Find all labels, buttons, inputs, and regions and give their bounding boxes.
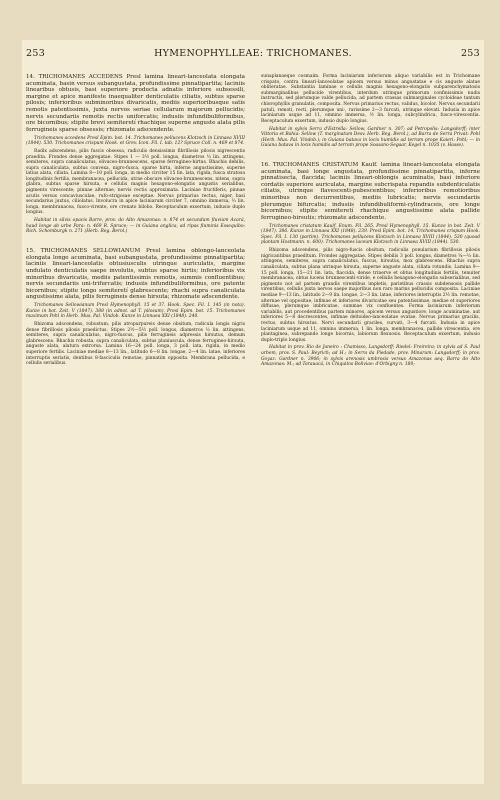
species-16-synonyms: Trichomanes cristatum Kaulf. Enum. Fil. 265. Presl Hymenophyll. 15. Kunze in bot. Zeit. V (1847). 386. Kunze in Linnaea XXI (1848). 239. Presl Epim. bot. 14. Trichomanes crispum Hook. Spec. Fil. I. 130 (partim). Trichomanes pellucens Klotzsch in Linnaea XVIII (1844). 530 (quoad plantam Hostmann. n. 600). Trichomanes laceum Klotzsch in Linnaea XVIII (1844). 530. [261, 223, 480, 246]
species-15-synonyms: Trichomanes Sellowianum Presl Hymenophyll. 15 et 37. Hook. Spec. Fil. I. 145 (in nota). Kunze in bot. Zeit. V (1847). 388 (in adnot. ad T. pilosum). Presl Epim. bot. 15. Trichomanes maximum Pohl in Herb. Mus. Pal. Vindob. Kunze in Linnaea XXI (1848). 240. [26, 303, 245, 320]
species-14-synonyms: Trichomanes accedens Presl Epim. bot. 14. Trichomanes pellucens Klotzsch in Linnaea XVIII (1844). 530. Trichomanes crispum Hook. et Grev. Icon. Fil. I. tab. 12? Spruce Coll. n. 469 et 874. [26, 135, 245, 147]
species-15-heading: 15. TRICHOMANES SELLOWIANUM Presl lamina oblongo-lanceolata elongata longe acuminata, basi subangustata, profundissime pinnatipartita; laciniis lineari-lanceolatis obtusiusculis utrinque auriculatis, margine undulato denticulatis saepe involutis, subtus sparse hirtis; inferioribus vix minoribus divaricatis, mediis patentissimis remotis, summis confluentibus; nervis secundariis uni-trifurcatis; indusiis infundibuliformibus, ore patente bicornibus; stipite longo semiteretí glabrescente; rhachi supra canaliculata angustissime alata, pilis ferrugineis dense hirsuta; rhizomate adscendente. [26, 248, 245, 301]
species-14-habitat: Habitat in silvis opacis Barre, prov. do Alto Amazonas: n. 874 et secundum fluvium Acará, haud longe ab urbe Para: n. 469 R. Spruce; — in Guiana anglica, ad ripas fluminis Essequibo: Rich. Schomburgk n. 271 (Herb. Reg. Berol.) [26, 218, 245, 235]
left-column [26, 74, 245, 369]
running-header [22, 48, 484, 62]
right-intro-habitat: Habitat in sylvis Serra d'Estrella: Sellow, Gardner n. 307; ad Petropolis: Langsdorff; inter Vittoria et Bahia: Sellow (T. marginatum Desv. Herb. Reg. Berol.), ad Barra de Serra Privat: Pohl (Herb. Mus. Pal. Vindob.); in Guiana batava in locis humidis ad terram prope Kaieri: Pohl; — in Guiana batava in locis humidis ad terram prope Soasano-Segaar, Kegel n. 1035 (v. Hasse). [261, 126, 480, 149]
right-intro-text: sunaplanaeque cosmaim. Forma laciniarum inferiorum aliquo variabilis est in Trichomane crispato, contra lineari-lanceolatae apicem versus minus angustatae e cis anguste alatae obliteratae. Substantia laminae e cellulis magnis hexagono-elongatis subparenchymatosis submarginalibus pellucide virentibus, interdum utrinque primorum confinissimis nudis instructis, sed plerumque valde pellucida, ad partem crassas submarginales cycloideae tantum chlorophyllis granulatis, composita. Nervus primarius rectus, validus, bicolor. Nervus secundarii patuli, remoti, recti, plerumque uni-, rarissime 2—3 furcati, utrinque elevati. Indusia in apice laciniarum usque ad 11, omnino immersa, ½ lin. longa, subcylindrica, fusco-virescentia. Receptaculum exsertum, indusio duplo longius. [261, 74, 480, 124]
book-page [22, 40, 484, 784]
section-spacer [261, 151, 480, 162]
section-spacer [26, 237, 245, 248]
running-title: HYMENOPHYLLEAE: TRICHOMANES. [154, 48, 352, 59]
page-number-left: 253 [26, 48, 46, 59]
species-14-heading: 14. TRICHOMANES ACCEDENS Presl lamina lineari-lanceolata elongata acuminata, basin versus subangustata, profundissime pinnatipartita; laciniis linearibus obtusis, basi superiore producta adnatis inferiore subsessili, margine et apice manifeste inaequaliter denticulatis ciliatis, subtus sparse pilosis; inferioribus subminoribus divaricatis, mediis superioribusque satis remotis patentissimis, juxta nervos seriae cellularum majorum pellucidis; nervis secundariis remotis rectis uniforcatis; indusiis infundibuliformibus, ore bicornibus; stipite brevi semiteretí rhachique superne anguste alata pilis ferrugineis sparse obsessis; rhizomate adscendente. [26, 74, 245, 133]
species-16-description: Rhizoma adscendens, pilis nigro-fuscis obsitum, radiculis ponularium fibrillosis pilosis nigricantibus praeditum. Frondes aggregatae. Stipes debilis 3 poll. longus, diametros ¼—⅓ lin. attingens, semiteres, supra canaliculatus, fuscus, hirsutus, mox glabrescens. Rhachis supra canaliculata, subtus plana utrinque hirsuta, superne anguste alata, ciliata rotundis. Lamina 9—15 poll. longa, 15—21 lin. lata, flaccida, dense trinerve et obtus longitudinis fertilis, tenuiter membranacea, obtus lucens brunnescenti-viride, e cellulis hexagono-elongatis subserialibus, sed pigmento not ad partem grandis virentibus impletis, parietibus crassis subdensosis pallide virentibus, cellulis juxta nervos saepe majoribus non raro marins pellucidis composita. Laciniae mediae 9—13 lin., latitudo 2—9 lin. longae, 2—3 lin. latae, inferiores interruptis 2½ lin. remotae, alternae vel oppositae, infimae et inferiores divaricatae seu patentissimae, mediae et superiores diffusae, plerumque imbricatae, summae vix confluentes. Forma laciniarum inferiorum variabilis, aut procedentibus partem minores, apicem versus angustiore, longe acuminatae, aut inferiores 5—8 decrescentes, infimae deltoideo-lanceolatae ovatae. Nervus primarius gracilis, rectus, subtus hirsutus. Nervi secundarii graciles, curvati, 3—4 furcati. Indusia in apice laciniarum usque ad 11, omnino immersa, 1 lin. longa, membranacea, pallide virescentia, ore plantaginea, subrepando longe bicornis, labiorum flexuosis. Receptaculum exsertum, indusio duplo-triplo longius. [261, 248, 480, 343]
species-15-description: Rhizoma adscendens, robustum, pilis atropurpureis dense obsitum, radicula longis nigris dense fibrillosis pilosis praedictus. Stipes 2½—5½ poll. longus, diametros ⅓ lin. attingens, semiteres, supra canaliculatus, nigro-fuscus, pilis ferrugineis adpressis hirsutus, demum glabrescens. Rhachis robusta, supra canaliculata, subtus planiuscula, dense ferrugineo-hirsuta, anguste alata, alatura extrorsa. Lamina 16—24 poll. longa, 3 poll. lata, rigida, in medio superiore fertilis. Laciniae mediae 8—13 lin., latitudo 6—8 lin. longae, 2—4 lin. latae, inferiores interruptis seriatis, dentibus 8-fasciculis remotae, pinnatim opposita. Membrana pellucida, e cellulis serialibus. [26, 322, 245, 367]
species-16-heading: 16. TRICHOMANES CRISTATUM Kaulf. lamina lineari-lanceolata elongata acuminata, basi longe angustata, profundissime pinnatipartita, inferne pinnatisecta, flaccida; laciniis lineari-oblongis acuminatis, basi inferiore cordatis superiore auriculata, margine subcrispata repandis subdenticulatis ciliatis, utrinque flavescenti-pubescentibus; inferioribus remotioribus minoribus non decurrentibus, mediis lubricatis; nervis secundariis plerumque bifurcatis; indusiis infundibuliformi-cylindraceis, ore longe bicornibus; stipite semiteretí rhachique angustissime alata pallide ferrugineo-hirsutis; rhizomate adscendente. [261, 162, 480, 221]
page-number-right: 253 [460, 48, 480, 59]
species-16-habitat: Habitat in prov. Rio de Janeiro : Chamisso, Langsdorff; Riedel: Freireira; in sylvis ad S. Paul urbem, prov. S. Paul: Beyrich; ad H.; in Serra da Piedade, prov. Minarum: Langsdorff; in prov. Goyaz: Gardner n. 3906; in sylvis arenosis umbrosis versus Amazonas aeq. Barra do Alto Amazonas: M.; ad Tarauacá, in Chiquitos Boliviae: d'Orbigny n. 180; [261, 345, 480, 368]
right-column [261, 74, 480, 370]
species-14-description: Radix adscendens, pilis fuscis obsessa, radiculis densissimis fibrillosis pilosis nigrescentis praedita. Frondes dense aggregatae. Stipes 1 — 3½ poll. longus, diametros ⅓ lin. attingens, semiteres, supra canaliculatus, olivaceo-brunnescens, sparse ferrugineo-hirtus. Rhachis debilis, supra canaliculata, subtus convexa, nigro-fusca, sparse hirta, inferne angustissime, superne latius alata, ciliata. Lamina 8—10 poll. longa, in medio circiter 15 lin. lata, rigida, fusca stratosa longitudinis fertilis, membranacea, pellucida, utrae obscure olivaceo-brunnescens, nitens, supra glabra, subtus sparse hirsuta, e cellulis magnis hexagono-elongatis angustis serialibus, pigmento virescente; pinnae alternae, nervis rectis approximata. Laciniae fructiferis, pinnae acutis versus concaviusculae, rufo-strigosae exceptae. Nervus primarius rectus, niger, basi secundarius juxtus, ciliolatus. Involucra in apice laciniarum circiter 7, omnino immersa, ⅓ lin. longa, membranacea, fusco-virente, ore crenato bilobo. Receptaculum exsertum, indusio duplo longius. [26, 148, 245, 216]
